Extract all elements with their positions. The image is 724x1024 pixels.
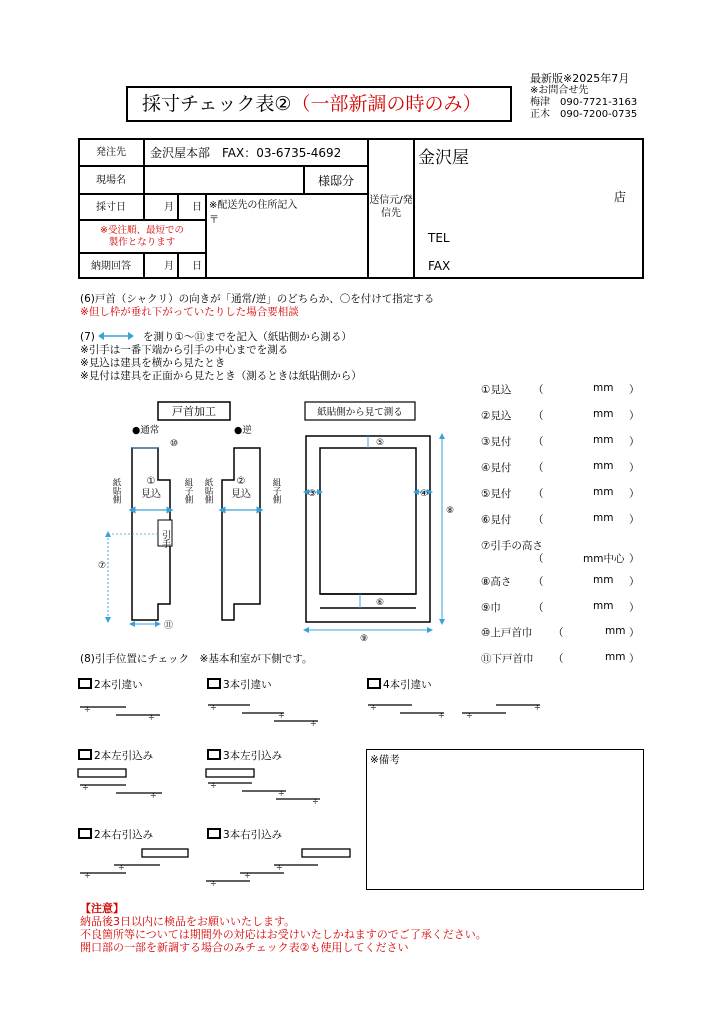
section7-note-2: ※見込は建具を横から見たとき xyxy=(80,357,226,369)
option-label: 3本右引込み xyxy=(223,829,283,841)
section7-text: を測り①～⑪までを記入（紙貼側から測る） xyxy=(143,331,352,343)
num-9: ⑨ xyxy=(360,634,369,644)
checkbox[interactable] xyxy=(78,678,92,689)
sketch-2-sliding xyxy=(80,705,160,722)
svg-text:÷: ÷ xyxy=(210,703,217,712)
option-label: 3本左引込み xyxy=(223,750,283,762)
svg-text:÷: ÷ xyxy=(84,871,91,880)
front-label: 紙貼側から見て測る xyxy=(317,407,403,418)
contact-line-2: 正木 090-7200-0735 xyxy=(530,109,638,120)
option-label: 4本引違い xyxy=(383,679,432,691)
store-name: 金沢屋 xyxy=(418,148,469,168)
measurement-label: ⑥見付 xyxy=(481,514,512,526)
kumiko-side-1: 組子側 xyxy=(183,478,193,504)
measurement-label: ⑩上戸首巾 xyxy=(481,627,533,639)
svg-text:÷: ÷ xyxy=(466,711,473,720)
delivery-label: 納期回答 xyxy=(78,253,144,279)
option-label: 3本引違い xyxy=(223,679,272,691)
notice-block xyxy=(80,902,487,954)
measurement-label: ①見込 xyxy=(481,384,512,396)
order-to-value: 金沢屋本部 FAX：03-6735-4692 xyxy=(144,138,368,166)
svg-text:÷: ÷ xyxy=(278,789,285,798)
reverse-label: ●逆 xyxy=(234,425,252,436)
svg-text:÷: ÷ xyxy=(534,703,541,712)
double-arrow-icon xyxy=(98,330,134,342)
contact-heading: ※お問合せ先 xyxy=(530,85,589,96)
measure-date-label: 採寸日 xyxy=(78,194,144,220)
measurement-row[interactable]: ⑩上戸首巾 （ mm ） xyxy=(481,625,640,639)
measurement-label: ⑧高さ xyxy=(481,576,512,588)
measurement-label: ⑦引手の高さ xyxy=(481,540,543,552)
store-suffix: 店 xyxy=(614,190,627,204)
num-4: ④ xyxy=(420,489,429,499)
notice-line-2: 不良箇所等については期間外の対応はお受けいたしかねますのでご了承ください。 xyxy=(80,928,487,941)
site-suffix: 様邸分 xyxy=(304,166,368,194)
num-7: ⑦ xyxy=(98,561,107,571)
section7-head: (7) xyxy=(80,331,95,343)
remarks-box[interactable] xyxy=(366,749,644,890)
num-5: ⑤ xyxy=(376,438,385,448)
option-label: 2本左引込み xyxy=(94,750,154,762)
measurement-row[interactable]: ②見込 （ mm ） xyxy=(481,408,640,422)
title-main: 採寸チェック表② xyxy=(142,93,292,115)
store-fax: FAX xyxy=(428,259,451,273)
measurement-unit: mm xyxy=(593,512,614,524)
hikite-label: 引手 xyxy=(160,530,170,548)
measurement-unit: mm xyxy=(593,382,614,394)
measurement-row[interactable]: ⑧高さ （ mm ） xyxy=(481,574,640,588)
measurement-row[interactable]: ③見付 （ mm ） xyxy=(481,434,640,448)
address-note: ※配送先の住所記入 xyxy=(209,200,298,211)
svg-text:÷: ÷ xyxy=(210,781,217,790)
site-label: 現場名 xyxy=(78,166,144,194)
num-6: ⑥ xyxy=(376,598,385,608)
site-field[interactable] xyxy=(144,166,304,194)
measurement-row[interactable]: ⑪下戸首巾 （ mm ） xyxy=(481,651,640,665)
measurement-unit: mm xyxy=(593,574,614,586)
section7-note-3: ※見付は建具を正面から見たとき（測るときは紙貼側から） xyxy=(80,370,362,382)
measurement-unit: mm xyxy=(593,600,614,612)
checkbox[interactable] xyxy=(207,678,221,689)
svg-text:÷: ÷ xyxy=(276,863,283,872)
order-to-label: 発注先 xyxy=(78,138,144,166)
measurement-row[interactable]: ⑦引手の高さ （ mm中心 ） xyxy=(481,540,640,565)
mikomi2-text: 見込 xyxy=(231,489,251,500)
section6-text: (6)戸首（シャクリ）の向きが「通常/逆」のどちらか、〇を付けて指定する xyxy=(80,293,435,305)
measurement-row[interactable]: ①見込 （ mm ） xyxy=(481,382,640,396)
notice-line-3: 開口部の一部を新調する場合のみチェック表②も使用してください xyxy=(80,941,409,954)
mikomi1-num: ① xyxy=(146,476,156,487)
option-2-sliding[interactable] xyxy=(78,678,143,691)
checkbox[interactable] xyxy=(367,678,381,689)
store-tel: TEL xyxy=(428,231,450,245)
mikomi1-text: 見込 xyxy=(141,489,161,500)
sender-label: 送信元/発信先 xyxy=(368,138,414,279)
svg-text:÷: ÷ xyxy=(370,703,377,712)
option-3-sliding[interactable] xyxy=(207,678,272,691)
postal-mark: 〒 xyxy=(209,215,219,226)
section7-note-1: ※引手は一番下端から引手の中心までを測る xyxy=(80,344,289,356)
measurement-label: ②見込 xyxy=(481,410,512,422)
measurement-label: ⑨巾 xyxy=(481,602,501,614)
option-label: 2本右引込み xyxy=(94,829,154,841)
svg-text:÷: ÷ xyxy=(438,711,445,720)
measurement-unit: mm xyxy=(593,460,614,472)
front-inner-frame xyxy=(320,448,416,594)
measurement-unit: mm xyxy=(593,408,614,420)
remarks-label: ※備考 xyxy=(370,754,400,766)
num-10: ⑩ xyxy=(170,439,179,449)
sketch-2-left xyxy=(78,769,162,800)
measurement-row[interactable]: ⑤見付 （ mm ） xyxy=(481,486,640,500)
paper-side-1: 紙貼側 xyxy=(111,478,121,504)
version-note: 最新版※2025年7月 xyxy=(530,72,630,85)
sketch-3-right xyxy=(206,849,350,888)
num-8: ⑧ xyxy=(446,506,455,516)
option-label: 2本引違い xyxy=(94,679,143,691)
kumiko-side-2: 組子側 xyxy=(271,478,281,504)
svg-text:÷: ÷ xyxy=(278,711,285,720)
sketch-2-right xyxy=(80,849,188,880)
svg-text:÷: ÷ xyxy=(150,791,157,800)
door-diagram xyxy=(90,398,470,648)
measure-day[interactable]: 日 xyxy=(178,194,206,220)
measurement-row[interactable]: ④見付 （ mm ） xyxy=(481,460,640,474)
mikomi2-num: ② xyxy=(236,476,246,487)
notice-line-1: 納品後3日以内に検品をお願いいたします。 xyxy=(80,915,296,928)
measurement-unit: mm xyxy=(605,651,626,663)
sketch-4-sliding xyxy=(368,703,541,720)
delivery-day[interactable]: 日 xyxy=(178,253,206,279)
svg-text:÷: ÷ xyxy=(312,797,319,806)
section8-text: (8)引手位置にチェック ※基本和室が下側です。 xyxy=(80,653,313,665)
measurement-label: ④見付 xyxy=(481,462,512,474)
page-title xyxy=(126,86,512,122)
order-note: ※受注順、最短での製作となります xyxy=(78,220,206,253)
section6-warning: ※但し枠が垂れ下がっていたりした場合要相談 xyxy=(80,306,299,318)
tokubi-label: 戸首加工 xyxy=(172,405,216,418)
svg-text:÷: ÷ xyxy=(310,719,317,728)
normal-label: ●通常 xyxy=(132,425,160,436)
num-3: ③ xyxy=(308,489,317,499)
notice-title: 【注意】 xyxy=(80,902,124,915)
measurement-unit: mm中心 xyxy=(583,553,625,565)
delivery-month[interactable]: 月 xyxy=(144,253,178,279)
sketch-3-sliding xyxy=(208,703,318,728)
measurement-unit: mm xyxy=(605,625,626,637)
svg-text:÷: ÷ xyxy=(148,713,155,722)
address-field[interactable] xyxy=(206,194,368,279)
title-sub: （一部新調の時のみ） xyxy=(291,93,482,115)
measurement-row[interactable]: ⑨巾 （ mm ） xyxy=(481,600,640,614)
num-11: ⑪ xyxy=(164,621,174,631)
measurement-unit: mm xyxy=(593,434,614,446)
svg-text:÷: ÷ xyxy=(118,863,125,872)
sketch-3-left xyxy=(206,769,320,806)
header-table xyxy=(78,138,644,279)
measurement-label: ⑪下戸首巾 xyxy=(481,653,534,665)
svg-text:÷: ÷ xyxy=(82,783,89,792)
svg-text:÷: ÷ xyxy=(84,705,91,714)
side-profile-reverse xyxy=(222,448,260,620)
contact-line-1: 梅津 090-7721-3163 xyxy=(530,97,638,108)
measurement-label: ⑤見付 xyxy=(481,488,512,500)
measurement-row[interactable]: ⑥見付 （ mm ） xyxy=(481,512,640,526)
svg-text:÷: ÷ xyxy=(210,879,217,888)
svg-text:÷: ÷ xyxy=(244,871,251,880)
paper-side-2: 紙貼側 xyxy=(203,478,213,504)
measure-month[interactable]: 月 xyxy=(144,194,178,220)
measurement-label: ③見付 xyxy=(481,436,512,448)
measurement-unit: mm xyxy=(593,486,614,498)
option-4-sliding[interactable] xyxy=(367,678,432,691)
